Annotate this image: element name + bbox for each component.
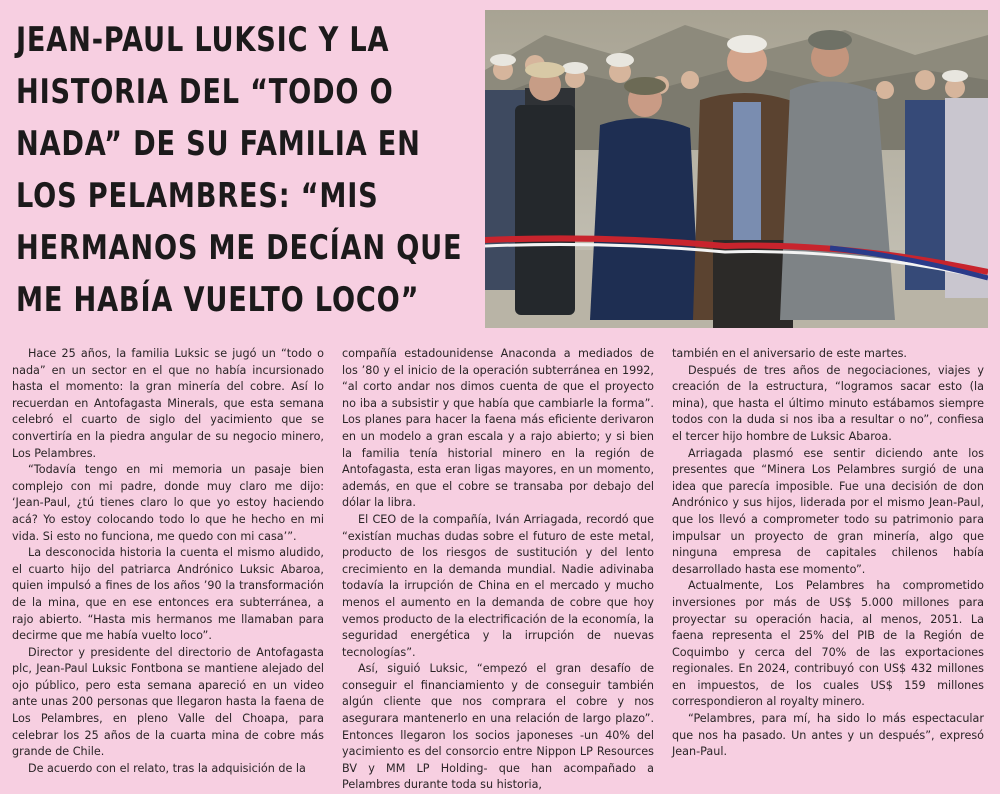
headline-line: NADA” DE SU FAMILIA EN <box>16 124 421 164</box>
paragraph: “Todavía tengo en mi memoria un pasaje bien complejo con mi padre, donde muy claro me dijo: ‘Jean-Paul, ¿tú tienes claro lo que yo estoy haciendo acá? Yo estoy colocando todo lo que he hecho en mi vida. Si esto no funciona, me quedo con mi casa’”. <box>12 463 324 543</box>
paragraph: La desconocida historia la cuenta el mismo aludido, el cuarto hijo del patriarca Andrónico Luksic Abaroa, quien impulsó a fines de los años ’90 la transformación de la mina, que en ese entonces era subterránea, a rajo abierto. “Hasta mis hermanos me llamaban para decirme que me había vuelto loco”. <box>12 546 324 643</box>
article-column-1 <box>12 346 324 777</box>
photo-illustration <box>485 10 988 328</box>
paragraph: también en el aniversario de este martes. <box>672 347 907 360</box>
paragraph: Así, siguió Luksic, “empezó el gran desafío de conseguir el financiamiento y de conseguir también algún cliente que nos comprara el cobre y nos asegurara mantenerlo en una relación de largo plazo”. Entonces llegaron los socios japoneses -un 40% del yacimiento es del consorcio entre Nippon LP Resources BV y MM LP Holding- que han acompañado a Pelambres durante toda su historia, <box>342 662 654 792</box>
headline <box>16 14 463 326</box>
paragraph: Después de tres años de negociaciones, viajes y creación de la estructura, “logramos sacar esto (la mina), que hasta el último minuto estábamos siempre todos con la duda si nos iba a resultar o no”, confiesa el tercer hijo hombre de Luksic Abaroa. <box>672 363 984 443</box>
paragraph: Actualmente, Los Pelambres ha comprometido inversiones por más de US$ 5.000 millones para proyectar su operación hacia, al menos, 2051. La faena representa el 25% del PIB de la Región de Coquimbo y cerca del 70% de las exportaciones regionales. En 2024, contribuyó con US$ 432 millones en impuestos, de los cuales US$ 159 millones correspondieron al royalty minero. <box>672 579 984 709</box>
headline-line: JEAN-PAUL LUKSIC Y LA <box>16 20 390 60</box>
paragraph: “Pelambres, para mí, ha sido lo más espectacular que nos ha pasado. Un antes y un después”, expresó Jean-Paul. <box>672 712 984 759</box>
paragraph: Arriagada plasmó ese sentir diciendo ante los presentes que “Minera Los Pelambres surgió de una idea que parecía imposible. Fue una decisión de don Andrónico y sus hijos, liderada por el mismo Jean-Paul, que los llevó a comprometer todo su patrimonio para impulsar un proyecto de gran minería, algo que ninguna empresa de capitales chilenos había desarrollado hasta ese momento”. <box>672 446 984 576</box>
article-body <box>12 346 990 792</box>
paragraph: De acuerdo con el relato, tras la adquisición de la <box>28 761 306 775</box>
paragraph: Hace 25 años, la familia Luksic se jugó un “todo o nada” en un sector en el que no había incursionado hasta el momento: la gran minería del cobre. Así lo recuerdan en Antofagasta Minerals, que esta semana celebró el cuarto de siglo del yacimiento que se convertiría en la piedra angular de su negocio minero, Los Pelambres. <box>12 347 324 460</box>
article-column-2 <box>342 346 654 794</box>
headline-line: HERMANOS ME DECÍAN QUE <box>16 228 463 268</box>
paragraph: compañía estadounidense Anaconda a mediados de los ’80 y el inicio de la operación subterránea en 1992, “al corto andar nos dimos cuenta de que el proyecto no iba a subsistir y que había que cambiarle la forma”. Los planes para hacer la faena más eficiente derivaron en un modelo a gran escala y a rajo abierto; y si bien la familia tenía historial minero en la región de Antofagasta, esta eran ligas mayores, en un momento, además, en que el cobre se transaba por debajo del dólar la libra. <box>342 347 654 510</box>
paragraph: El CEO de la compañía, Iván Arriagada, recordó que “existían muchas dudas sobre el futuro de este metal, producto de los riesgos de sustitución y del lento crecimiento en la demanda mundial. Nadie adivinaba todavía la irrupción de China en el mercado y mucho menos el aumento en la demanda de cobre que hoy vemos producto de la electrificación de la economía, la seguridad energética y la irrupción de nuevas tecnologías”. <box>342 512 654 659</box>
paragraph: Director y presidente del directorio de Antofagasta plc, Jean-Paul Luksic Fontbona se mantiene alejado del ojo público, pero esta semana apareció en un video ante unas 200 personas que llegaron hasta la faena de Los Pelambres, en pleno Valle del Choapa, para celebrar los 25 años de la cuarta mina de cobre más grande de Chile. <box>12 645 324 759</box>
article-column-3 <box>672 346 984 761</box>
ribbon-cutting-photo <box>485 10 988 328</box>
headline-line: ME HABÍA VUELTO LOCO” <box>16 280 420 320</box>
headline-line: HISTORIA DEL “TODO O <box>16 72 394 112</box>
headline-line: LOS PELAMBRES: “MIS <box>16 176 379 216</box>
